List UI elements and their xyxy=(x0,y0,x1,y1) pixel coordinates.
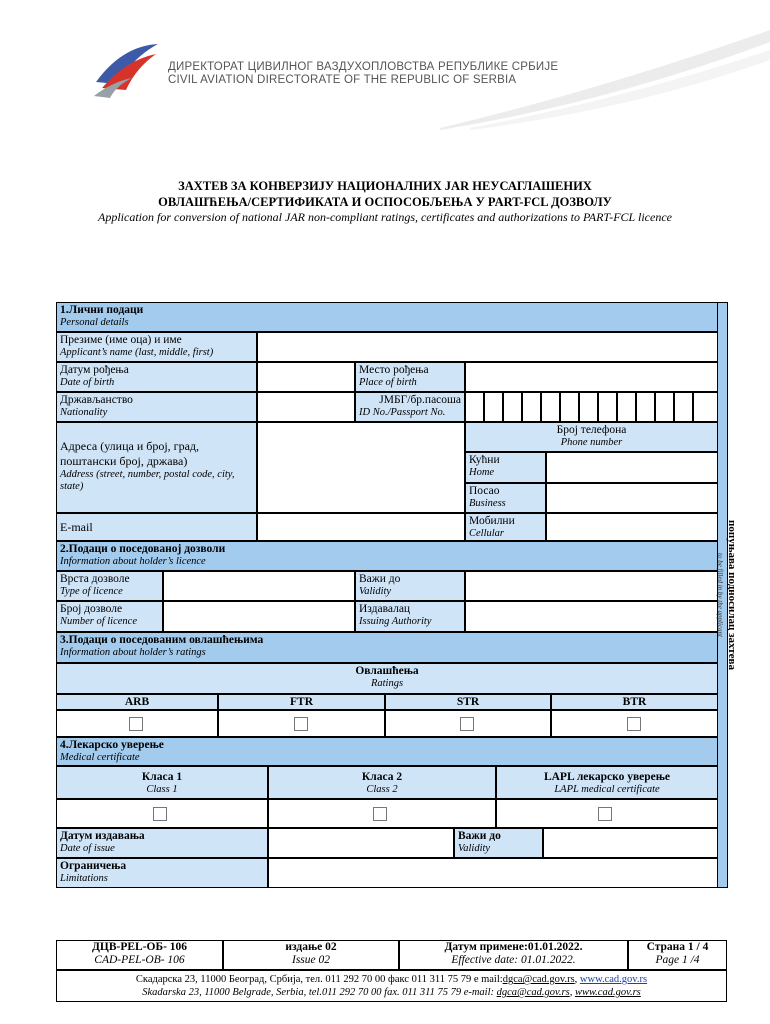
licence-validity-label-en: Validity xyxy=(359,586,392,597)
footer-issue-sr: издање 02 xyxy=(285,941,337,953)
limitations-label-en: Limitations xyxy=(60,873,108,884)
applicant-name-label-sr: Презиме (име оца) и име xyxy=(60,334,182,346)
business-phone-label-sr: Посао xyxy=(469,485,500,497)
mobile-phone-field[interactable] xyxy=(546,513,718,541)
section-3-title-en: Information about holder’s ratings xyxy=(60,647,206,658)
address-label-sr: Адреса (улица и број, град, поштански број, држава) xyxy=(60,439,200,468)
lapl-label-en: LAPL medical certificate xyxy=(554,784,660,795)
address-field[interactable] xyxy=(257,422,465,513)
id-digit-box[interactable] xyxy=(674,392,693,422)
id-passport-label-sr: ЈМБГ/бр.пасоша xyxy=(379,394,461,406)
business-phone-label-en: Business xyxy=(469,498,506,509)
applicant-fill-side-column xyxy=(716,302,738,888)
licence-number-field[interactable] xyxy=(163,601,355,632)
phone-number-label xyxy=(465,422,718,452)
title-line-2: ОВЛАШЋЕЊА/СЕРТИФИКАТА И ОСПОСОБЉЕЊА У PART-FCL ДОЗВОЛУ xyxy=(158,195,612,209)
section-2-header xyxy=(56,541,718,571)
id-passport-label xyxy=(355,392,465,422)
arb-checkbox[interactable] xyxy=(129,717,143,731)
class-1-cell xyxy=(56,799,268,828)
footer-page-en: Page 1 /4 xyxy=(655,954,700,966)
rating-col-btr: BTR xyxy=(551,694,718,710)
ratings-header-sr: Овлашћења xyxy=(355,665,419,677)
date-of-birth-field[interactable] xyxy=(257,362,355,392)
home-phone-label-sr: Кућни xyxy=(469,454,500,466)
medical-validity-label-en: Validity xyxy=(458,843,491,854)
licence-type-label xyxy=(56,571,163,601)
section-4-header xyxy=(56,737,718,766)
document-title xyxy=(40,178,730,225)
class-1-header xyxy=(56,766,268,799)
id-digit-box[interactable] xyxy=(598,392,617,422)
application-form xyxy=(56,302,727,888)
title-english: Application for conversion of national JAR non-compliant ratings, certificates and authorizations to PART-FCL licence xyxy=(98,210,672,224)
footer-issue xyxy=(223,940,399,970)
nationality-field[interactable] xyxy=(257,392,355,422)
place-of-birth-label-en: Place of birth xyxy=(359,377,417,388)
mobile-phone-label-en: Cellular xyxy=(469,528,505,539)
date-of-birth-label xyxy=(56,362,257,392)
licence-number-label-en: Number of licence xyxy=(60,616,137,627)
section-1-title: 1.Лични подаци xyxy=(60,304,144,316)
footer-issue-en: Issue 02 xyxy=(291,954,330,966)
rating-cell-str xyxy=(385,710,551,737)
place-of-birth-field[interactable] xyxy=(465,362,718,392)
section-3-header xyxy=(56,632,718,663)
footer-separator: , xyxy=(569,987,575,998)
class-1-label-sr: Класа 1 xyxy=(141,771,183,783)
issuing-authority-label-sr: Издавалац xyxy=(359,603,411,615)
id-digit-box[interactable] xyxy=(579,392,598,422)
limitations-field[interactable] xyxy=(268,858,718,888)
address-label-en: Address (street, number, postal code, city, state) xyxy=(60,469,235,492)
date-of-issue-label xyxy=(56,828,268,858)
medical-validity-label-sr: Важи до xyxy=(458,830,501,842)
id-digit-box[interactable] xyxy=(522,392,541,422)
nationality-label-en: Nationality xyxy=(60,407,108,418)
organization-name-en: CIVIL AVIATION DIRECTORATE OF THE REPUBLIC OF SERBIA xyxy=(168,74,517,86)
rating-cell-ftr xyxy=(218,710,385,737)
section-4-title-en: Medical certificate xyxy=(60,752,140,763)
ftr-checkbox[interactable] xyxy=(294,717,308,731)
footer-web-link-en[interactable]: www.cad.gov.rs xyxy=(574,987,641,998)
lapl-cell xyxy=(496,799,718,828)
id-digit-box[interactable] xyxy=(636,392,655,422)
header-swoosh-decoration xyxy=(440,20,770,130)
class-2-cell xyxy=(268,799,496,828)
footer-address-en-text: Skadarska 23, 11000 Belgrade, Serbia, tel.011 292 70 00 fax. 011 311 75 79 e-mail: xyxy=(142,987,497,998)
class-1-label-en: Class 1 xyxy=(146,784,178,795)
rating-col-str: STR xyxy=(385,694,551,710)
section-4-title: 4.Лекарско уверење xyxy=(60,739,164,751)
cad-logo xyxy=(92,38,162,100)
footer-address-en xyxy=(57,986,726,999)
lapl-checkbox[interactable] xyxy=(598,807,612,821)
issuing-authority-label xyxy=(355,601,465,632)
date-of-issue-label-en: Date of issue xyxy=(60,843,115,854)
class-2-checkbox[interactable] xyxy=(373,807,387,821)
lapl-header xyxy=(496,766,718,799)
footer-address-sr-text: Скадарска 23, 11000 Београд, Србија, тел. 011 292 70 00 факс 011 311 75 79 e mail: xyxy=(135,974,503,985)
id-digit-box[interactable] xyxy=(655,392,674,422)
limitations-label-sr: Ограничења xyxy=(60,860,127,872)
address-label xyxy=(56,422,257,513)
section-2-title: 2.Подаци о поседованој дозволи xyxy=(60,543,226,555)
footer-doc-code-sr: ДЦВ-PEL-ОБ- 106 xyxy=(91,941,188,953)
phone-number-label-en: Phone number xyxy=(560,437,623,448)
phone-number-label-sr: Број телефона xyxy=(556,424,627,436)
footer-doc-code-en: CAD-PEL-OB- 106 xyxy=(94,954,185,966)
applicant-name-label xyxy=(56,332,257,362)
business-phone-field[interactable] xyxy=(546,483,718,513)
home-phone-field[interactable] xyxy=(546,452,718,483)
footer-address-sr xyxy=(57,973,726,986)
section-2-title-en: Information about holder’s licence xyxy=(60,556,206,567)
id-digit-box[interactable] xyxy=(560,392,579,422)
footer-effective-date-en: Effective date: 01.01.2022. xyxy=(451,954,576,966)
footer-email-link-en[interactable]: dgca@cad.gov.rs xyxy=(496,987,570,998)
id-digit-box[interactable] xyxy=(465,392,484,422)
applicant-name-label-en: Applicant’s name (last, middle, first) xyxy=(60,347,214,358)
section-3-title: 3.Подаци о поседованим овлашћењима xyxy=(60,634,264,646)
footer-email-link-sr[interactable]: dgca@cad.gov.rs xyxy=(502,974,575,985)
footer-address xyxy=(56,970,727,1002)
id-digit-box[interactable] xyxy=(693,392,718,422)
organization-name-sr: ДИРЕКТОРАТ ЦИВИЛНОГ ВАЗДУХОПЛОВСТВА РЕПУБЛИКЕ СРБИЈЕ xyxy=(168,61,559,73)
footer-effective-date xyxy=(399,940,628,970)
section-1-title-en: Personal details xyxy=(60,317,129,328)
footer-page-sr: Страна 1 / 4 xyxy=(646,941,709,953)
rating-cell-btr xyxy=(551,710,718,737)
licence-validity-field[interactable] xyxy=(465,571,718,601)
section-1-header xyxy=(56,302,718,332)
rating-cell-arb xyxy=(56,710,218,737)
footer-page xyxy=(628,940,727,970)
home-phone-label xyxy=(465,452,546,483)
licence-number-label-sr: Број дозволе xyxy=(60,603,123,615)
rating-col-ftr: FTR xyxy=(218,694,385,710)
title-line-1: ЗАХТЕВ ЗА КОНВЕРЗИЈУ НАЦИОНАЛНИХ JAR НЕУСАГЛАШЕНИХ xyxy=(178,179,592,193)
ratings-header xyxy=(56,663,718,694)
licence-type-label-sr: Врста дозволе xyxy=(60,573,130,585)
medical-validity-field[interactable] xyxy=(543,828,718,858)
btr-checkbox[interactable] xyxy=(627,717,641,731)
licence-type-field[interactable] xyxy=(163,571,355,601)
class-1-checkbox[interactable] xyxy=(153,807,167,821)
id-passport-label-en: ID No./Passport No. xyxy=(359,407,446,418)
footer-effective-date-sr: Датум примене:01.01.2022. xyxy=(444,941,583,953)
date-of-birth-label-en: Date of birth xyxy=(60,377,115,388)
nationality-label xyxy=(56,392,257,422)
medical-validity-label xyxy=(454,828,543,858)
id-digit-box[interactable] xyxy=(541,392,560,422)
place-of-birth-label-sr: Место рођења xyxy=(359,364,429,376)
id-digit-box[interactable] xyxy=(484,392,503,422)
rating-col-arb: ARB xyxy=(56,694,218,710)
licence-validity-label xyxy=(355,571,465,601)
issuing-authority-label-en: Issuing Authority xyxy=(359,616,432,627)
date-of-issue-label-sr: Датум издавања xyxy=(60,830,145,842)
footer-doc-code xyxy=(56,940,223,970)
nationality-label-sr: Држављанство xyxy=(60,394,133,406)
date-of-issue-field[interactable] xyxy=(268,828,454,858)
page-footer xyxy=(56,940,727,1002)
licence-validity-label-sr: Важи до xyxy=(359,573,401,585)
str-checkbox[interactable] xyxy=(460,717,474,731)
email-field[interactable] xyxy=(257,513,465,541)
email-label xyxy=(56,513,257,541)
footer-web-link-sr[interactable]: www.cad.gov.rs xyxy=(579,974,648,985)
date-of-birth-label-sr: Датум рођења xyxy=(60,364,129,376)
business-phone-label xyxy=(465,483,546,513)
email-label-text: E-mail xyxy=(60,520,93,534)
mobile-phone-label-sr: Мобилни xyxy=(469,515,515,527)
class-2-label-sr: Класа 2 xyxy=(361,771,403,783)
lapl-label-sr: LAPL лекарско уверење xyxy=(543,771,671,783)
footer-separator: , xyxy=(574,974,580,985)
licence-type-label-en: Type of licence xyxy=(60,586,123,597)
id-digit-box[interactable] xyxy=(503,392,522,422)
applicant-name-field[interactable] xyxy=(257,332,718,362)
ratings-header-en: Ratings xyxy=(370,678,404,689)
place-of-birth-label xyxy=(355,362,465,392)
class-2-header xyxy=(268,766,496,799)
licence-number-label xyxy=(56,601,163,632)
mobile-phone-label xyxy=(465,513,546,541)
applicant-fill-text-en: to be filled in by the applicant xyxy=(716,553,724,637)
applicant-fill-text: попуњава подносилац захтева xyxy=(726,520,738,670)
id-digit-box[interactable] xyxy=(617,392,636,422)
home-phone-label-en: Home xyxy=(469,467,495,478)
issuing-authority-field[interactable] xyxy=(465,601,718,632)
limitations-label xyxy=(56,858,268,888)
class-2-label-en: Class 2 xyxy=(366,784,398,795)
